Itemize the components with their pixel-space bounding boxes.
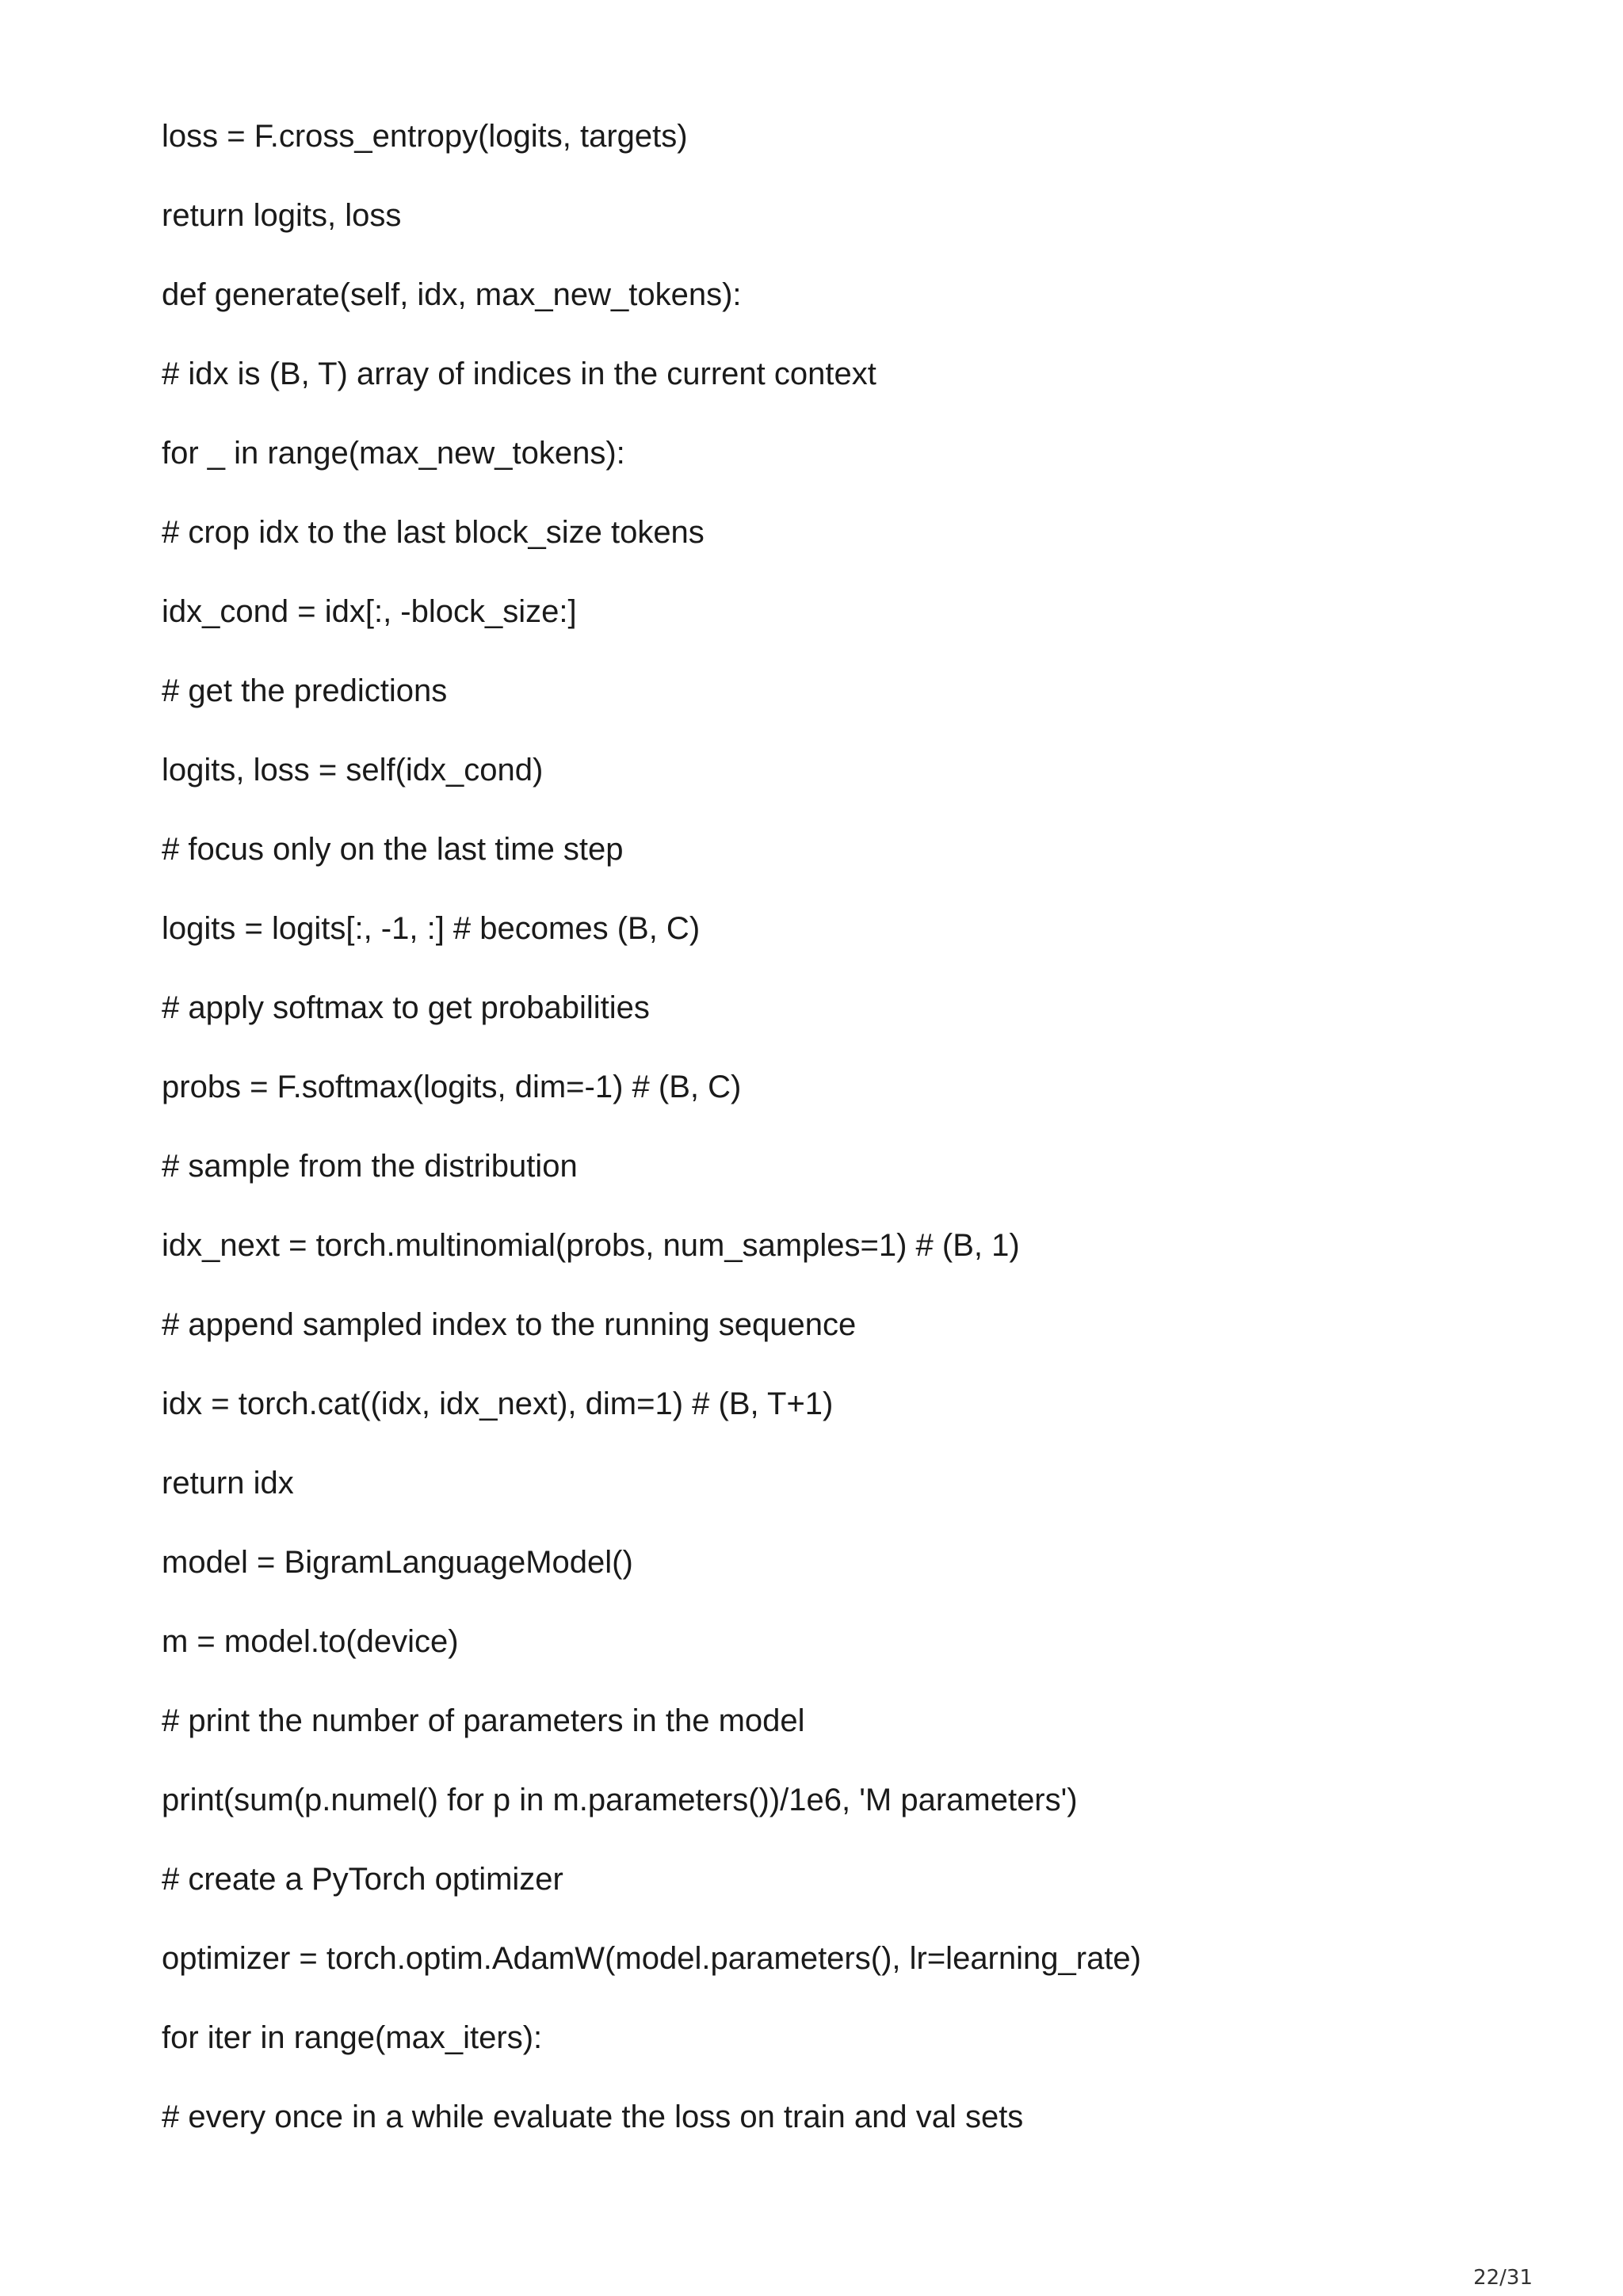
code-line: return idx [162,1466,294,1501]
code-line: idx = torch.cat((idx, idx_next), dim=1) # (B, T+1) [162,1386,834,1421]
code-line: # create a PyTorch optimizer [162,1862,563,1897]
code-line: logits = logits[:, -1, :] # becomes (B, C) [162,911,701,946]
code-lines [162,113,1141,2172]
code-line: # every once in a while evaluate the loss on train and val sets [162,2100,1024,2134]
code-line: # sample from the distribution [162,1149,578,1184]
code-line: # idx is (B, T) array of indices in the current context [162,357,876,391]
code-line: # get the predictions [162,673,448,708]
code-line: for _ in range(max_new_tokens): [162,436,625,471]
code-line: # append sampled index to the running sequence [162,1307,857,1342]
code-line: # crop idx to the last block_size tokens [162,515,705,550]
code-line: idx_cond = idx[:, -block_size:] [162,594,577,629]
code-line: print(sum(p.numel() for p in m.parameters())/1e6, 'M parameters') [162,1783,1078,1817]
code-line: def generate(self, idx, max_new_tokens): [162,277,742,312]
code-line: logits, loss = self(idx_cond) [162,753,544,788]
page-number: 22/31 [1473,2266,1533,2290]
code-line: # focus only on the last time step [162,832,624,867]
code-line: optimizer = torch.optim.AdamW(model.parameters(), lr=learning_rate) [162,1941,1141,1976]
code-line: m = model.to(device) [162,1624,459,1659]
code-line: idx_next = torch.multinomial(probs, num_samples=1) # (B, 1) [162,1228,1020,1263]
code-line: return logits, loss [162,198,402,233]
code-line: model = BigramLanguageModel() [162,1545,633,1580]
code-line: loss = F.cross_entropy(logits, targets) [162,119,688,154]
code-line: # apply softmax to get probabilities [162,990,650,1025]
code-line: # print the number of parameters in the model [162,1703,805,1738]
code-line: for iter in range(max_iters): [162,2020,543,2055]
code-line: probs = F.softmax(logits, dim=-1) # (B, C) [162,1070,742,1104]
